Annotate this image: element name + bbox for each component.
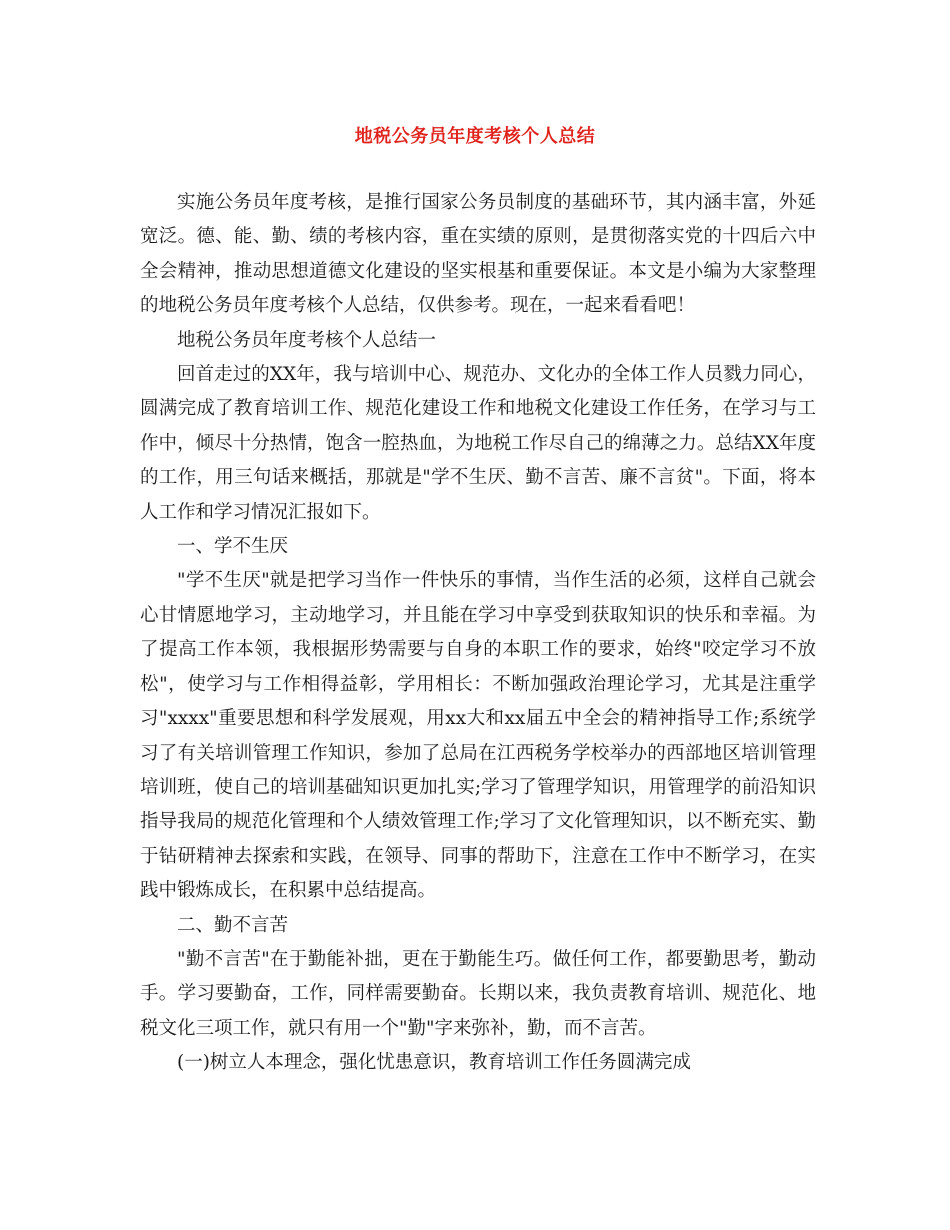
study-paragraph: "学不生厌"就是把学习当作一件快乐的事情，当作生活的必须，这样自己就会心甘情愿地学习，主动地学习，并且能在学习中享受到获取知识的快乐和幸福。为了提高工作本领，我根据形势需要与自身的本职工作的要求，始终"咬定学习不放松"，使学习与工作相得益彰，学用相长：不断加强政治理论学习，尤其是注重学习"xxxx"重要思想和科学发展观，用xx大和xx届五中全会的精神指导工作;系统学习了有关培训管理工作知识，参加了总局在江西税务学校举办的西部地区培训管理培训班，使自己的培训基础知识更加扎实;学习了管理学知识，用管理学的前沿知识指导我局的规范化管理和个人绩效管理工作;学习了文化管理知识，以不断充实、勤于钻研精神去探索和实践，在领导、同事的帮助下，注意在工作中不断学习，在实践中锻炼成长，在积累中总结提高。 (140, 570, 816, 902)
section-heading-summary-one: 地税公务员年度考核个人总结一 (177, 329, 437, 351)
document-body (140, 186, 816, 1081)
section-heading-study: 一、学不生厌 (177, 536, 289, 558)
section-heading-diligence: 二、勤不言苦 (177, 914, 289, 936)
document-title: 地税公务员年度考核个人总结 (354, 126, 596, 147)
subsection-heading-training: (一)树立人本理念，强化忧患意识，教育培训工作任务圆满完成 (177, 1052, 691, 1074)
diligence-paragraph: "勤不言苦"在于勤能补拙，更在于勤能生巧。做任何工作，都要勤思考，勤动手。学习要勤奋，工作，同样需要勤奋。长期以来，我负责教育培训、规范化、地税文化三项工作，就只有用一个"勤"字来弥补，勤，而不言苦。 (140, 948, 816, 1039)
intro-paragraph: 实施公务员年度考核，是推行国家公务员制度的基础环节，其内涵丰富，外延宽泛。德、能、勤、绩的考核内容，重在实绩的原则，是贯彻落实党的十四后六中全会精神，推动思想道德文化建设的坚实根基和重要保证。本文是小编为大家整理的地税公务员年度考核个人总结，仅供参考。现在，一起来看看吧！ (140, 192, 816, 317)
review-paragraph: 回首走过的XX年，我与培训中心、规范办、文化办的全体工作人员戮力同心，圆满完成了教育培训工作、规范化建设工作和地税文化建设工作任务，在学习与工作中，倾尽十分热情，饱含一腔热血，为地税工作尽自己的绵薄之力。总结XX年度的工作，用三句话来概括，那就是"学不生厌、勤不言苦、廉不言贫"。下面，将本人工作和学习情况汇报如下。 (140, 364, 816, 523)
